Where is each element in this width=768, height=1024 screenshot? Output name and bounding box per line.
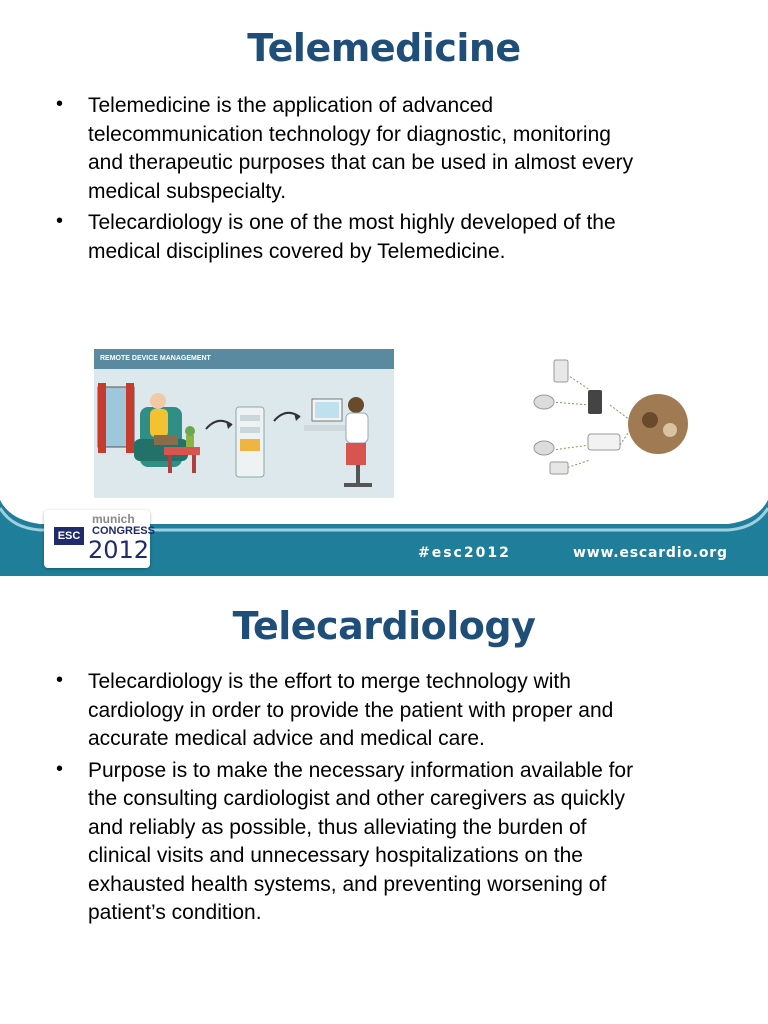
logo-year: 2012 [88,536,150,564]
bullet-dot-icon: • [56,210,64,232]
slide-title: Telecardiology [232,604,536,648]
bullet-text: Purpose is to make the necessary information available for the consulting cardiologist and other caregivers as quickly and reliably as possible, thus alleviating the burden of clinical visits and unnecessary hospitalizations on the exhausted health systems, and preventing worsening of patient’s condition. [88,758,634,924]
bullet-dot-icon: • [56,93,64,115]
bullet-item [56,92,746,206]
logo-congress: CONGRESS [92,525,155,537]
image-header: REMOTE DEVICE MANAGEMENT [94,349,394,369]
bullet-text: Telemedicine is the application of advanced telecommunication technology for diagnostic, monitoring and therapeutic purposes that can be used in almost every medical subspecialty. [88,94,634,203]
bullet-list [56,668,746,931]
esc-congress-logo [44,510,155,568]
bullet-dot-icon: • [56,757,64,780]
footer-hashtag: #esc2012 [418,545,511,561]
bullet-list [56,92,746,269]
telemonitoring-diagram [510,350,710,496]
bullet-text: Telecardiology is one of the most highly developed of the medical disciplines covered by Telemedicine. [88,211,616,263]
logo-esc: ESC [54,527,84,545]
bullet-item [56,668,746,754]
bullet-item [56,757,746,928]
bullet-dot-icon: • [56,669,64,691]
slide-telecardiology [0,576,768,1024]
bullet-item [56,209,746,266]
slide-title: Telemedicine [247,26,521,70]
bullet-text: Telecardiology is the effort to merge technology with cardiology in order to provide the patient with proper and accurate medical advice and medical care. [88,670,614,750]
remote-device-management-image [94,349,394,498]
footer-website[interactable]: www.escardio.org [573,545,728,561]
logo-city: munich [92,512,135,526]
telemonitoring-illustration [94,369,394,498]
